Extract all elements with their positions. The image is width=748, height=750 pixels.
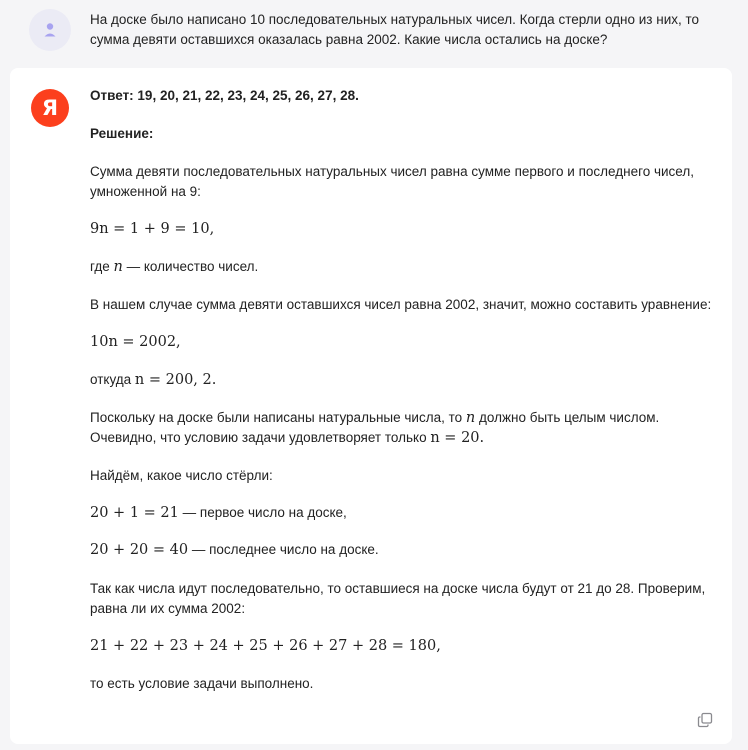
question-line-2: сумма девяти оставшихся оказалась равна 2002. Какие числа остались на доске? [90, 32, 608, 47]
paragraph-5-line-2-prefix: Очевидно, что условию задачи удовлетворяет только [90, 430, 427, 445]
user-avatar [29, 9, 71, 51]
solution-heading: Решение: [90, 126, 154, 141]
paragraph-2 [90, 259, 258, 275]
paragraph-7-line-2: равна ли их сумма 2002: [90, 601, 246, 616]
variable-n: n [113, 259, 123, 275]
equation-4-math: 20 + 20 = 40 [90, 542, 189, 558]
user-question-text [90, 10, 730, 50]
paragraph-2-suffix: — количество чисел. [126, 259, 259, 274]
question-line-1: На доске было написано 10 последовательных натуральных чисел. Когда стерли одно из них, то [90, 12, 700, 27]
assistant-answer-card [10, 68, 732, 744]
paragraph-6: Найдём, какое число стёрли: [90, 468, 273, 483]
paragraph-5-line-2 [90, 430, 484, 446]
paragraph-1-line-1: Сумма девяти последовательных натуральных чисел равна сумме первого и последнего чисел, [90, 164, 694, 179]
copy-icon[interactable] [697, 712, 713, 728]
answer-line: Ответ: 19, 20, 21, 22, 23, 24, 25, 26, 27, 28. [90, 88, 359, 103]
paragraph-4 [90, 372, 216, 388]
paragraph-1-line-2: умноженной на 9: [90, 184, 201, 199]
variable-n: n [465, 410, 476, 426]
user-message [0, 0, 748, 62]
paragraph-3: В нашем случае сумма девяти оставшихся чисел равна 2002, значит, можно составить уравнение: [90, 297, 712, 312]
equation-4 [90, 542, 379, 558]
paragraph-4-prefix: откуда [90, 372, 132, 387]
paragraph-8: то есть условие задачи выполнено. [90, 676, 314, 691]
yandex-logo-icon: Я [31, 89, 69, 127]
user-icon [42, 21, 58, 39]
paragraph-7-line-1: Так как числа идут последовательно, то оставшиеся на доске числа будут от 21 до 28. Проверим, [90, 581, 706, 596]
paragraph-4-math: n = 200, 2. [134, 372, 217, 388]
paragraph-5-line-1-suffix: должно быть целым числом. [479, 410, 660, 425]
equation-3-math: 20 + 1 = 21 [90, 505, 179, 521]
equation-3-text: — первое число на доске, [182, 505, 347, 520]
paragraph-2-prefix: где [90, 259, 110, 274]
paragraph-5-line-1 [90, 410, 659, 426]
paragraph-5-line-1-prefix: Поскольку на доске были написаны натуральные числа, то [90, 410, 463, 425]
equation-4-text: — последнее число на доске. [191, 542, 379, 557]
equation-2: 10n = 2002, [90, 334, 181, 350]
equation-3 [90, 505, 347, 521]
equation-1: 9n = 1 + 9 = 10, [90, 221, 215, 237]
paragraph-5-line-2-math: n = 20. [430, 430, 485, 446]
equation-5: 21 + 22 + 23 + 24 + 25 + 26 + 27 + 28 = 180, [90, 638, 441, 654]
